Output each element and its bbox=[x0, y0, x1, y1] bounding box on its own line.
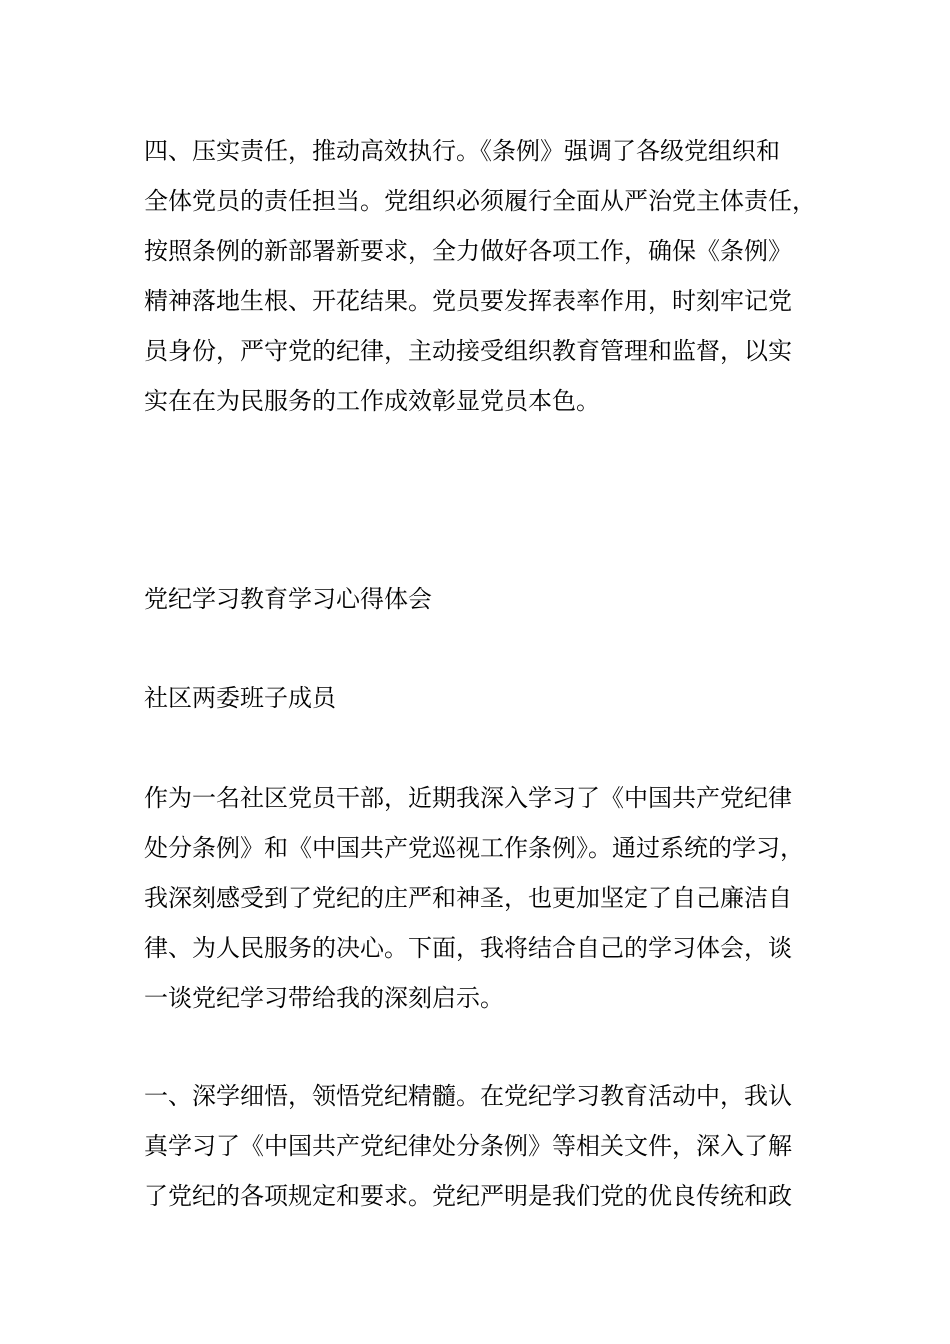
paragraph-line: 律、为人民服务的决心。下面，我将结合自己的学习体会，谈 bbox=[144, 934, 792, 962]
paragraph-line: 一、深学细悟，领悟党纪精髓。在党纪学习教育活动中，我认 bbox=[144, 1082, 792, 1110]
section-four-paragraph bbox=[144, 126, 816, 426]
paragraph-line: 四、压实责任，推动高效执行。《条例》强调了各级党组织和 bbox=[144, 137, 780, 165]
paragraph-line: 精神落地生根、开花结果。党员要发挥表率作用，时刻牢记党 bbox=[144, 287, 792, 315]
paragraph-line: 处分条例》和《中国共产党巡视工作条例》。通过系统的学习， bbox=[144, 834, 804, 862]
document-title: 党纪学习教育学习心得体会 bbox=[144, 585, 432, 613]
paragraph-line: 按照条例的新部署新要求，全力做好各项工作，确保《条例》 bbox=[144, 237, 792, 265]
paragraph-line: 作为一名社区党员干部，近期我深入学习了《中国共产党纪律 bbox=[144, 784, 792, 812]
paragraph-line: 了党纪的各项规定和要求。党纪严明是我们党的优良传统和政 bbox=[144, 1182, 792, 1210]
paragraph-line: 全体党员的责任担当。党组织必须履行全面从严治党主体责任， bbox=[144, 187, 816, 215]
document-author: 社区两委班子成员 bbox=[144, 684, 336, 712]
paragraph-line: 一谈党纪学习带给我的深刻启示。 bbox=[144, 984, 504, 1012]
paragraph-line: 员身份，严守党的纪律，主动接受组织教育管理和监督，以实 bbox=[144, 337, 792, 365]
paragraph-line: 实在在为民服务的工作成效彰显党员本色。 bbox=[144, 387, 600, 415]
section-one-paragraph bbox=[144, 1071, 816, 1221]
paragraph-line: 我深刻感受到了党纪的庄严和神圣，也更加坚定了自己廉洁自 bbox=[144, 884, 792, 912]
intro-paragraph bbox=[144, 773, 816, 1023]
paragraph-line: 真学习了《中国共产党纪律处分条例》等相关文件，深入了解 bbox=[144, 1132, 792, 1160]
